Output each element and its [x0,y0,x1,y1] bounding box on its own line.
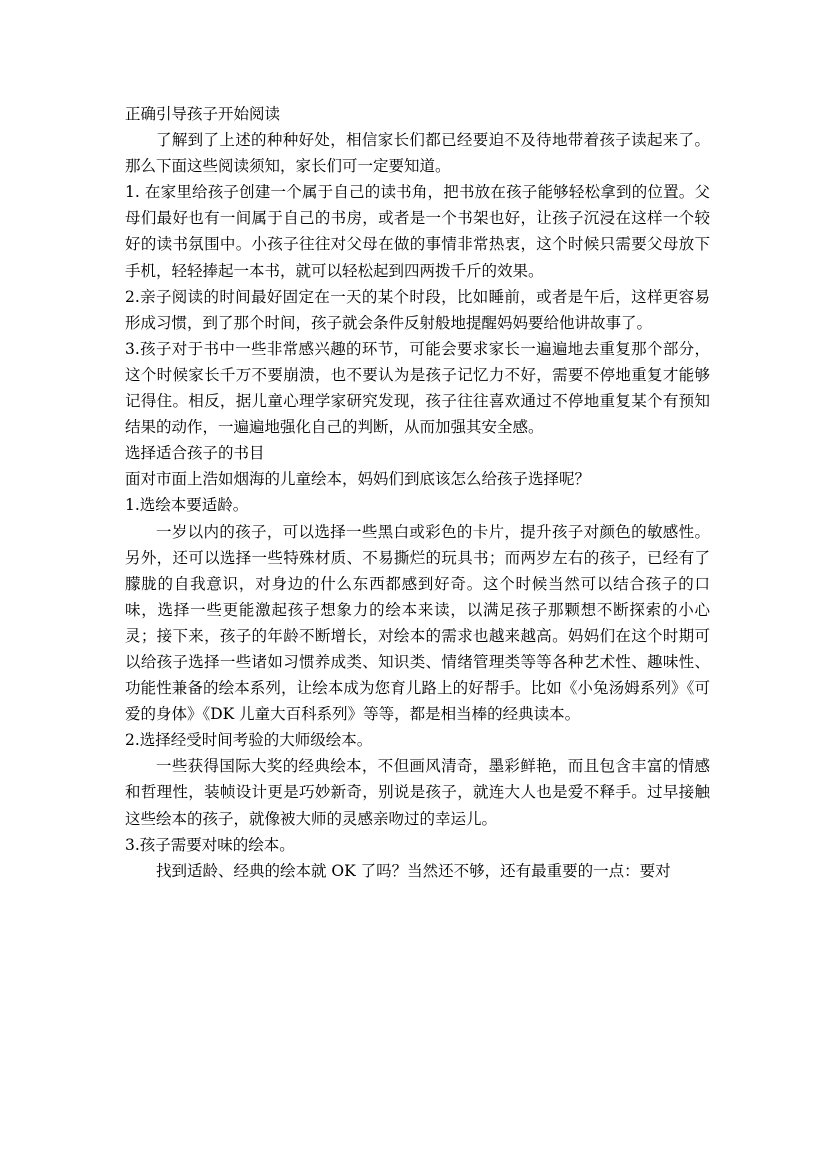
paragraph-intro: 了解到了上述的种种好处，相信家长们都已经要迫不及待地带着孩子读起来了。那么下面这些阅读须知，家长们可一定要知道。 [125,131,710,176]
list-item-matching-taste: 3.孩子需要对味的绘本。 [125,835,295,854]
list-item-repetition: 3.孩子对于书中一些非常感兴趣的环节，可能会要求家长一遍遍地去重复那个部分，这个时候家长千万不要崩溃，也不要认为是孩子记忆力不好，需要不停地重复才能够记得住。相反，据儿童心理学家研究发现，孩子往往喜欢通过不停地重复某个有预知结果的动作，一遍遍地强化自己的判断，从而加强其安全感。 [125,339,710,437]
paragraph-age-details: 一岁以内的孩子，可以选择一些黑白或彩色的卡片，提升孩子对颜色的敏感性。另外，还可以选择一些特殊材质、不易撕烂的玩具书；而两岁左右的孩子，已经有了朦胧的自我意识，对身边的什么东西都感到好奇。这个时候当然可以结合孩子的口味，选择一些更能激起孩子想象力的绘本来读，以满足孩子那颗想不断探索的小心灵；接下来，孩子的年龄不断增长，对绘本的需求也越来越高。妈妈们在这个时期可以给孩子选择一些诸如习惯养成类、知识类、情绪管理类等等各种艺术性、趣味性、功能性兼备的绘本系列，让绘本成为您育儿路上的好帮手。比如《小兔汤姆系列》《可爱的身体》《DK 儿童大百科系列》等等，都是相当棒的经典读本。 [125,522,710,724]
section-heading-choose-books: 选择适合孩子的书目 [125,444,265,463]
list-item-reading-corner: 1. 在家里给孩子创建一个属于自己的读书角，把书放在孩子能够轻松拿到的位置。父母们最好也有一间属于自己的书房，或者是一个书架也好，让孩子沉浸在这样一个较好的读书氛围中。小孩子往往对父母在做的事情非常热衷，这个时候只需要父母放下手机，轻轻捧起一本书，就可以轻松起到四两拨千斤的效果。 [125,183,710,280]
list-item-age-appropriate: 1.选绘本要适龄。 [125,496,249,515]
paragraph-master-details: 一些获得国际大奖的经典绘本，不但画风清奇，墨彩鲜艳，而且包含丰富的情感和哲理性，装帧设计更是巧妙新奇，别说是孩子，就连大人也是爱不释手。过早接触这些绘本的孩子，就像被大师的灵感亲吻过的幸运儿。 [125,757,710,828]
section-heading-reading-guide: 正确引导孩子开始阅读 [125,105,281,123]
list-item-master-books: 2.选择经受时间考验的大师级绘本。 [125,731,373,750]
list-item-fixed-time: 2.亲子阅读的时间最好固定在一天的某个时段，比如睡前，或者是午后，这样更容易形成习惯，到了那个时间，孩子就会条件反射般地提醒妈妈要给他讲故事了。 [125,287,710,332]
paragraph-taste-details: 找到适龄、经典的绘本就 OK 了吗？当然还不够，还有最重要的一点：要对 [156,861,671,880]
paragraph-question: 面对市面上浩如烟海的儿童绘本，妈妈们到底该怎么给孩子选择呢？ [125,470,591,489]
document-body [125,101,710,884]
